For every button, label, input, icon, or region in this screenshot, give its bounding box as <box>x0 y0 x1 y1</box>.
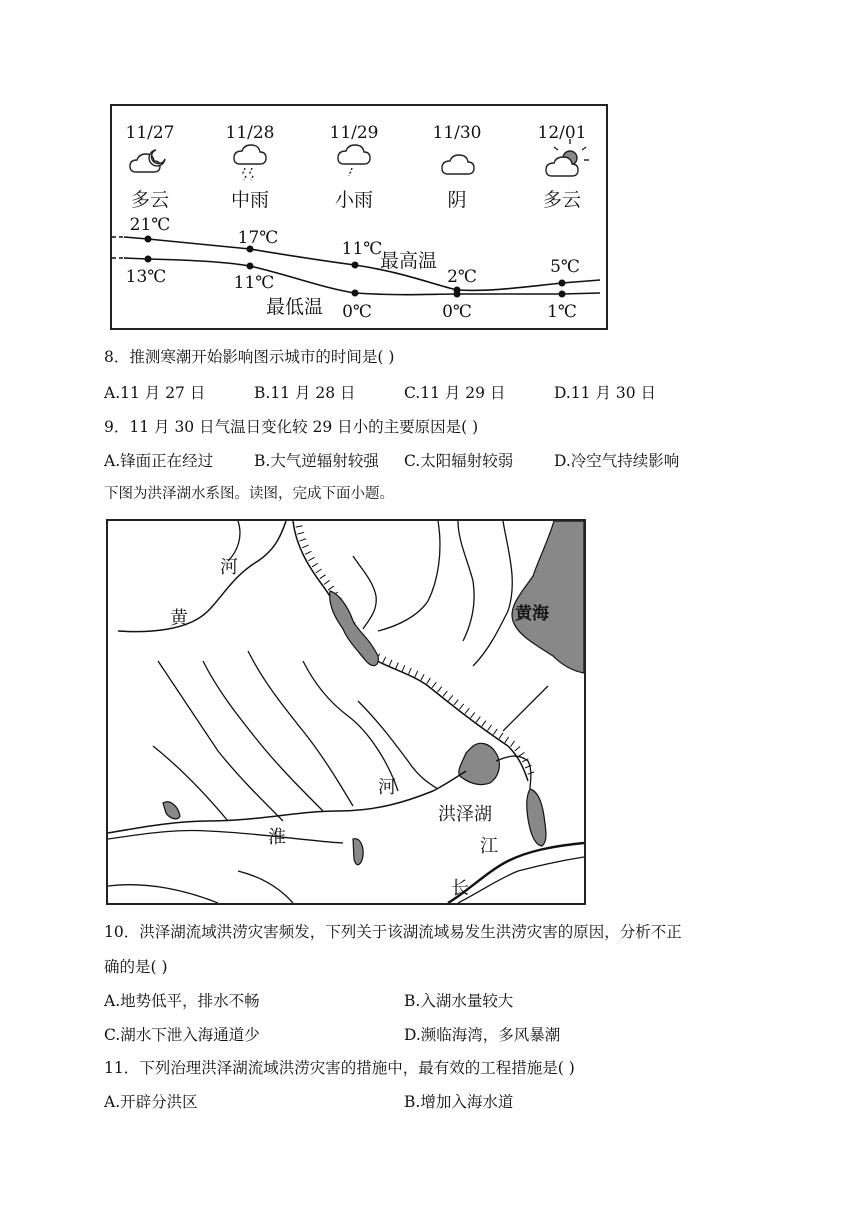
q8-option-c: C.11 月 29 日 <box>404 384 506 402</box>
partly-cloudy-night-icon <box>130 150 165 172</box>
river <box>353 556 376 629</box>
date-label: 12/01 <box>537 123 587 143</box>
q10-option-a: A.地势低平，排水不畅 <box>104 992 260 1010</box>
river <box>248 651 353 806</box>
huai-river <box>108 771 466 833</box>
date-label: 11/28 <box>225 123 275 143</box>
q11-option-a: A.开辟分洪区 <box>104 1093 198 1111</box>
map-label-huai: 淮 <box>268 827 286 848</box>
overcast-icon <box>442 155 474 174</box>
yellow-sea-area <box>512 521 584 673</box>
low-temp-label: 0℃ <box>442 302 472 322</box>
q8-option-d: D.11 月 30 日 <box>554 384 657 402</box>
q9-option-b: B.大气逆辐射较强 <box>254 452 379 470</box>
high-temp-label: 11℃ <box>341 239 383 259</box>
q9-option-d: D.冷空气持续影响 <box>554 452 680 470</box>
river <box>303 661 398 791</box>
high-temp-point <box>145 236 152 243</box>
q8-option-a: A.11 月 27 日 <box>104 384 206 402</box>
q10-option-c: C.湖水下泄入海通道少 <box>104 1026 260 1044</box>
lake-south <box>353 839 363 865</box>
river <box>458 521 474 641</box>
high-temp-point <box>559 280 566 287</box>
weather-forecast-svg <box>112 106 606 328</box>
map-label-hongze-lake: 洪泽湖 <box>438 804 492 825</box>
partly-cloudy-day-icon <box>546 139 589 176</box>
date-label: 11/30 <box>432 123 482 143</box>
river <box>358 701 438 789</box>
high-temp-point <box>352 262 359 269</box>
question-9-stem: 9．11 月 30 日气温日变化较 29 日小的主要原因是( ) <box>104 418 479 436</box>
low-temp-point <box>352 290 359 297</box>
high-temp-label: 5℃ <box>550 257 580 277</box>
weather-label: 多云 <box>542 189 582 211</box>
map-intro: 下图为洪泽湖水系图。读图，完成下面小题。 <box>104 486 394 502</box>
map-label-yellow-sea: 黄海 <box>515 604 549 624</box>
weather-label: 中雨 <box>230 189 270 211</box>
lake-north <box>330 591 379 666</box>
low-temp-label: 11℃ <box>233 273 275 293</box>
map-label-he-2: 河 <box>378 777 396 798</box>
hongze-lake-map-svg <box>108 521 584 903</box>
q9-option-a: A.锋面正在经过 <box>104 452 214 470</box>
high-temp-label: 2℃ <box>447 267 477 287</box>
weather-label: 多云 <box>130 189 170 211</box>
hongze-lake-map <box>106 519 586 905</box>
hongze-lake <box>459 743 500 784</box>
low-temp-title: 最低温 <box>266 296 324 318</box>
q8-option-b: B.11 月 28 日 <box>254 384 356 402</box>
date-label: 11/27 <box>125 123 175 143</box>
question-8-stem: 8．推测寒潮开始影响图示城市的时间是( ) <box>104 348 395 366</box>
q10-option-d: D.濒临海湾，多风暴潮 <box>404 1026 561 1044</box>
high-temp-title: 最高温 <box>380 250 438 272</box>
map-label-he: 河 <box>220 557 238 578</box>
question-11-stem: 11．下列治理洪泽湖流域洪涝灾害的措施中，最有效的工程措施是( ) <box>104 1059 575 1077</box>
low-temp-label: 0℃ <box>342 302 372 322</box>
weather-label: 小雨 <box>334 189 374 211</box>
map-label-huang: 黄 <box>170 608 188 629</box>
weather-forecast-figure <box>110 104 608 330</box>
q10-option-b: B.入湖水量较大 <box>404 992 514 1010</box>
map-label-jiang: 江 <box>480 836 498 857</box>
date-label: 11/29 <box>329 123 379 143</box>
river <box>203 661 323 811</box>
high-temp-label: 21℃ <box>129 215 171 235</box>
low-temp-point <box>559 291 566 298</box>
q11-option-b: B.增加入海水道 <box>404 1093 514 1111</box>
river <box>378 521 440 631</box>
river <box>228 521 240 561</box>
weather-label: 阴 <box>447 189 467 211</box>
river <box>503 686 548 731</box>
low-temp-line <box>124 258 600 295</box>
map-label-chang: 长 <box>451 878 469 899</box>
moderate-rain-icon <box>234 145 266 180</box>
lake-gaoyou <box>527 789 546 846</box>
low-temp-point <box>145 256 152 263</box>
yellow-river-old-course <box>118 521 286 632</box>
question-10-stem-line1: 10．洪泽湖流域洪涝灾害频发，下列关于该湖流域易发生洪涝灾害的原因，分析不正 <box>104 923 682 941</box>
low-temp-label: 13℃ <box>125 267 167 287</box>
hatched-embankment <box>293 521 528 781</box>
river <box>153 746 228 821</box>
lake-west <box>163 802 180 819</box>
q9-option-c: C.太阳辐射较弱 <box>404 452 514 470</box>
light-rain-icon <box>338 145 370 176</box>
low-temp-label: 1℃ <box>547 302 577 322</box>
low-temp-point <box>247 263 254 270</box>
river <box>473 521 512 666</box>
low-temp-point <box>454 291 461 298</box>
question-10-stem-line2: 确的是( ) <box>104 958 168 976</box>
high-temp-label: 17℃ <box>237 228 279 248</box>
river <box>158 661 283 821</box>
